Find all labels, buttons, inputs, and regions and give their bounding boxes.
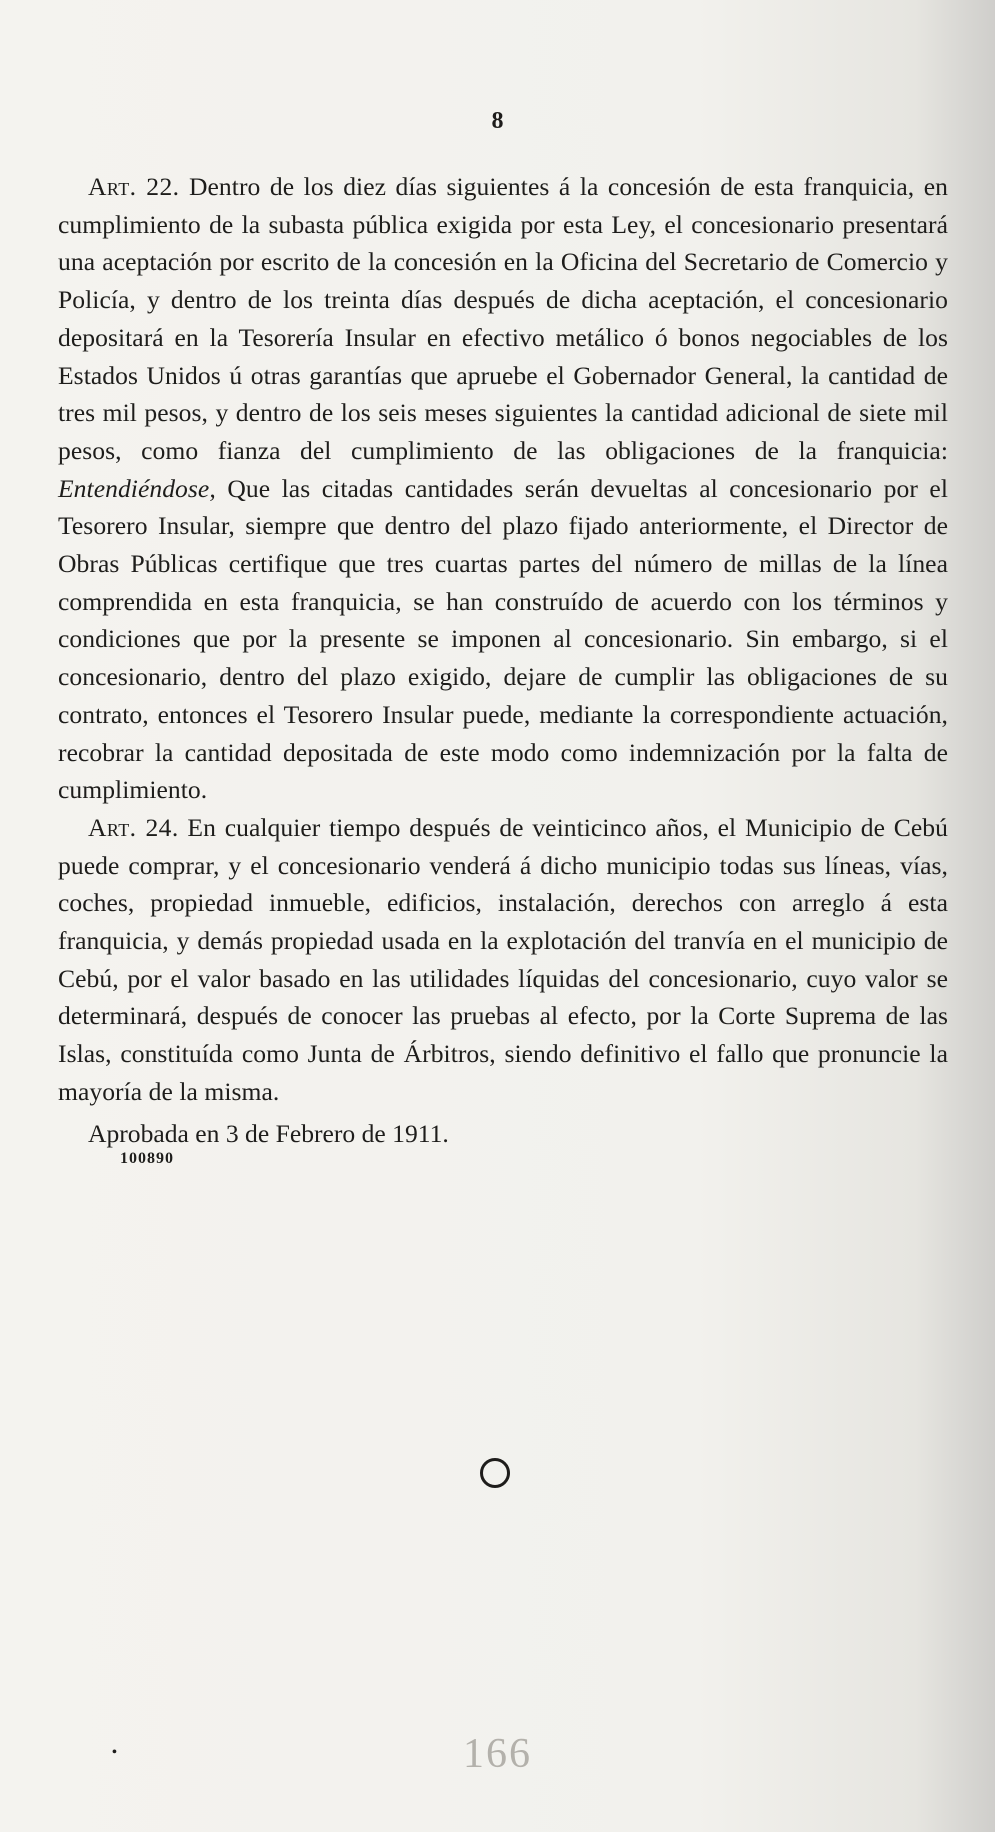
section-end-circle-icon (480, 1458, 510, 1488)
article-22-label: Art. 22. (88, 172, 180, 201)
article-22-paragraph (58, 168, 948, 809)
stray-mark: • (112, 1745, 117, 1760)
article-24-label: Art. 24. (88, 812, 179, 842)
page-number: 8 (491, 108, 504, 134)
article-24-paragraph (58, 809, 948, 1111)
document-code: 100890 (120, 1150, 174, 1168)
document-body (58, 168, 948, 1170)
approval-date: Aprobada en 3 de Febrero de 1911. (88, 1118, 449, 1148)
article-22-text-after: Que las citadas cantidades serán devueltas al concesionario por el Tesorero Insular, siempre que dentro del plazo fijado anteriormente, el Director de Obras Públicas certifique que tres cuartas partes del número de millas de la línea comprendida en esta franquicia, se han construído de acuerdo con los términos y condiciones que por la presente se imponen al concesionario. Sin embargo, si el concesionario, dentro del plazo exigido, dejare de cumplir las obligaciones de su contrato, entonces el Tesorero Insular puede, mediante la correspondiente actuación, recobrar la cantidad depositada de este modo como indemnización por la falta de cumplimiento. (58, 473, 948, 805)
article-22-italic-term: Entendiéndose, (58, 473, 216, 503)
article-24-text: En cualquier tiempo después de veinticinco años, el Municipio de Cebú puede comprar, y el concesionario venderá á dicho municipio todas sus líneas, vías, coches, propiedad inmueble, edificios, instalación, derechos con arreglo á esta franquicia, y demás propiedad usada en la explotación del tranvía en el municipio de Cebú, por el valor basado en las utilidades líquidas del concesionario, cuyo valor se determinará, después de conocer las pruebas al efecto, por la Corte Suprema de las Islas, constituída como Junta de Árbitros, siendo definitivo el fallo que pronuncie la mayoría de la misma. (58, 812, 948, 1106)
article-22-text-before: Dentro de los diez días siguientes á la concesión de esta franquicia, en cumplimiento de la subasta pública exigida por esta Ley, el concesionario presentará una aceptación por escrito de la concesión en la Oficina del Secretario de Comercio y Policía, y dentro de los treinta días después de dicha aceptación, el concesionario depositará en la Tesorería Insular en efectivo metálico ó bonos negociables de los Estados Unidos ú otras garantías que apruebe el Gobernador General, la cantidad de tres mil pesos, y dentro de los seis meses siguientes la cantidad adicional de siete mil pesos, como fianza del cumplimiento de las obligaciones de la franquicia: (58, 172, 948, 465)
bottom-page-number: 166 (463, 1731, 532, 1777)
